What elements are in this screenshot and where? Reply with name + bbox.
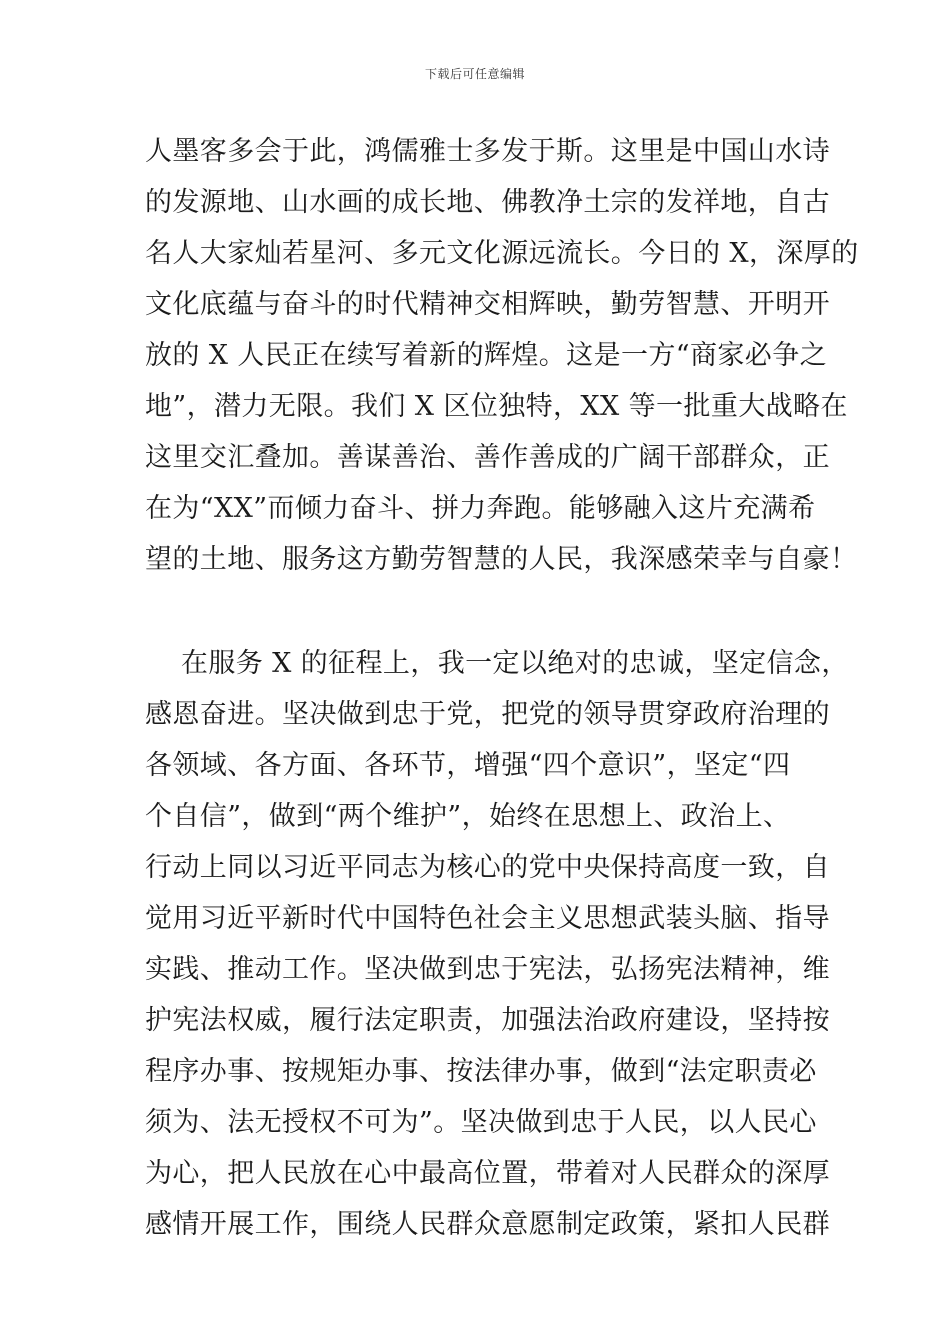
text-line: 护宪法权威，履行法定职责，加强法治政府建设，坚持按 [145, 1005, 830, 1036]
page-header-note: 下载后可任意编辑 [424, 67, 525, 81]
text-line: 个自信”，做到“两个维护”，始终在思想上、政治上、 [145, 801, 791, 832]
text-line: 行动上同以习近平同志为核心的党中央保持高度一致，自 [145, 852, 830, 883]
text-line: 程序办事、按规矩办事、按法律办事，做到“法定职责必 [145, 1056, 817, 1087]
text-line: 为心，把人民放在心中最高位置，带着对人民群众的深厚 [145, 1158, 830, 1189]
text-line: 的发源地、山水画的成长地、佛教净土宗的发祥地，自古 [145, 187, 830, 218]
text-line: 文化底蕴与奋斗的时代精神交相辉映，勤劳智慧、开明开 [145, 289, 830, 320]
document-body [145, 126, 859, 1250]
text-line: 在服务 X 的征程上，我一定以绝对的忠诚，坚定信念， [145, 648, 849, 679]
text-line: 须为、法无授权不可为”。坚决做到忠于人民，以人民心 [145, 1107, 817, 1138]
paragraph-2 [145, 638, 849, 1250]
text-line: 在为“XX”而倾力奋斗、拼力奔跑。能够融入这片充满希 [145, 493, 816, 524]
text-line: 这里交汇叠加。善谋善治、善作善成的广阔干部群众，正 [145, 442, 830, 473]
text-line: 感情开展工作，围绕人民群众意愿制定政策，紧扣人民群 [145, 1209, 830, 1240]
paragraph-gap [145, 585, 810, 638]
text-line: 名人大家灿若星河、多元文化源远流长。今日的 X，深厚的 [145, 238, 859, 269]
text-line: 实践、推动工作。坚决做到忠于宪法，弘扬宪法精神，维 [145, 954, 830, 985]
text-line: 各领域、各方面、各环节，增强“四个意识”，坚定“四 [145, 750, 791, 781]
text-line: 放的 X 人民正在续写着新的辉煌。这是一方“商家必争之 [145, 340, 827, 371]
paragraph-1 [145, 126, 859, 585]
text-line: 觉用习近平新时代中国特色社会主义思想武装头脑、指导 [145, 903, 830, 934]
text-line: 地”，潜力无限。我们 X 区位独特，XX 等一批重大战略在 [145, 391, 848, 422]
text-line: 望的土地、服务这方勤劳智慧的人民，我深感荣幸与自豪！ [145, 544, 858, 575]
text-line: 人墨客多会于此，鸿儒雅士多发于斯。这里是中国山水诗 [145, 136, 830, 167]
text-line: 感恩奋进。坚决做到忠于党，把党的领导贯穿政府治理的 [145, 699, 830, 730]
